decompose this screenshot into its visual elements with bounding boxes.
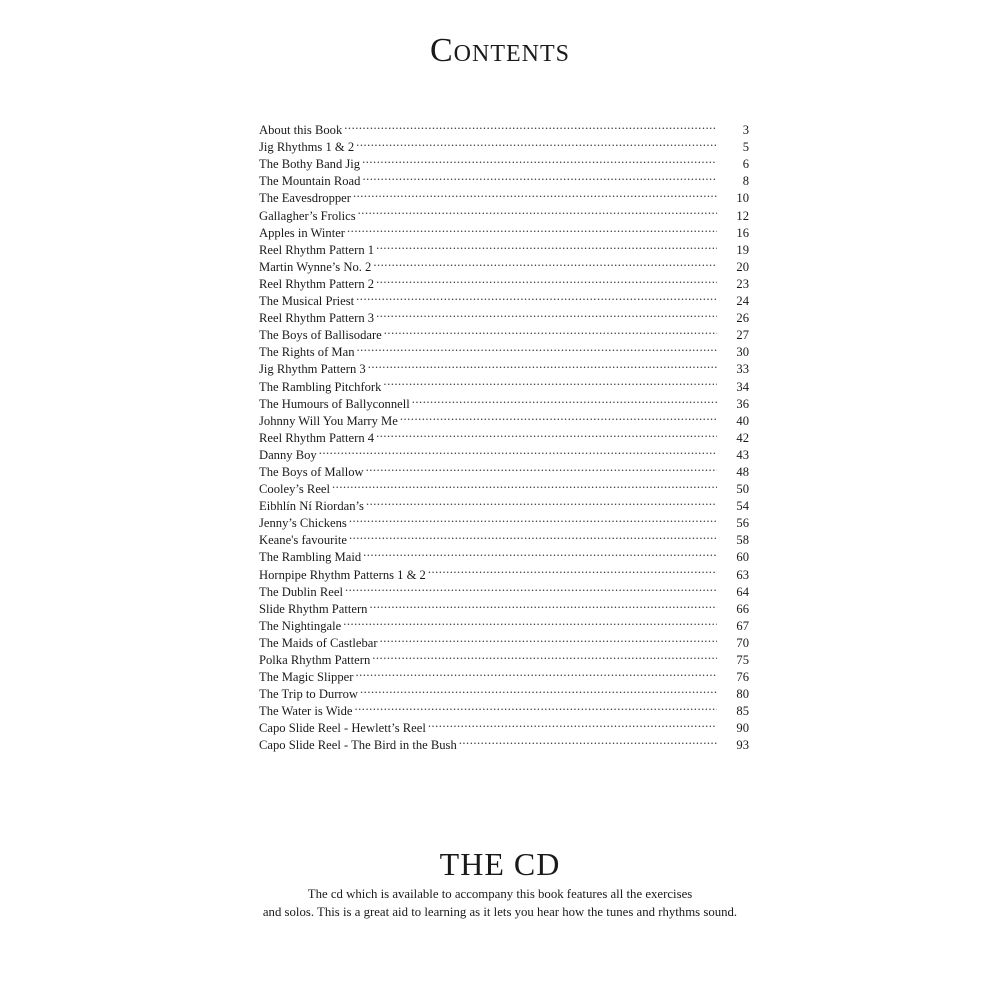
toc-entry-title: The Trip to Durrow [259, 687, 359, 702]
dot-leader [353, 185, 717, 202]
cd-description [0, 885, 1000, 921]
toc-entry-page: 20 [736, 259, 749, 274]
toc-entry-title: Cooley’s Reel [259, 482, 331, 497]
dot-leader [384, 322, 717, 339]
dot-leader [357, 339, 718, 356]
toc-entry-page: 66 [736, 601, 749, 616]
toc-entry-page: 40 [736, 413, 749, 428]
toc-entry-page: 58 [736, 533, 749, 548]
toc-entry-page: 16 [736, 225, 749, 240]
dot-leader [349, 527, 717, 544]
dot-leader [362, 168, 717, 185]
toc-entry-page: 42 [736, 430, 749, 445]
toc-entry-title: Gallagher’s Frolics [259, 208, 356, 223]
toc-entry-page: 75 [736, 653, 749, 667]
toc-entry-page: 8 [742, 174, 749, 189]
toc-entry-title: The Boys of Ballisodare [259, 328, 382, 343]
toc-entry-title: Reel Rhythm Pattern 1 [259, 242, 375, 257]
toc-entry-title: Reel Rhythm Pattern 2 [259, 276, 375, 291]
dot-leader [380, 630, 717, 647]
toc-entry-page: 67 [736, 618, 749, 633]
dot-leader [356, 288, 717, 305]
dot-leader [363, 544, 717, 561]
dot-leader [376, 271, 717, 288]
toc-entry-title: Reel Rhythm Pattern 3 [259, 311, 375, 326]
dot-leader [344, 117, 717, 134]
toc-entry-title: Slide Rhythm Pattern [259, 601, 368, 616]
toc-entry-title: The Magic Slipper [259, 670, 354, 685]
dot-leader [400, 408, 717, 425]
toc-entry-title: Jenny’s Chickens [259, 516, 347, 531]
toc-entry-title: Capo Slide Reel - The Bird in the Bush [259, 738, 457, 753]
dot-leader [358, 202, 717, 219]
dot-leader [366, 459, 717, 476]
dot-leader [345, 579, 717, 596]
dot-leader [412, 391, 717, 408]
toc-entry-title: Eibhlín Ní Riordan’s [259, 499, 364, 514]
toc-entry-page: 23 [736, 276, 749, 291]
toc-entry-title: The Rambling Pitchfork [259, 379, 382, 394]
toc-entry-title: Polka Rhythm Pattern [259, 653, 371, 667]
dot-leader [383, 373, 717, 390]
toc-entry [259, 442, 749, 462]
toc-entry-title: About this Book [259, 123, 343, 138]
toc-entry-page: 64 [736, 584, 749, 599]
toc-entry-page: 12 [736, 208, 749, 223]
toc-entry-title: Reel Rhythm Pattern 4 [259, 430, 375, 445]
toc-entry-page: 90 [736, 721, 749, 736]
dot-leader [373, 254, 717, 271]
toc-entry-title: The Eavesdropper [259, 191, 351, 206]
toc-entry-page: 10 [736, 191, 749, 206]
toc-entry-page: 56 [736, 516, 749, 531]
toc-entry-title: The Water is Wide [259, 704, 353, 719]
toc-entry-title: The Humours of Ballyconnell [259, 396, 410, 411]
dot-leader [347, 220, 717, 237]
toc-entry [259, 493, 749, 514]
toc-entry-page: 26 [736, 311, 749, 326]
toc-entry-title: The Musical Priest [259, 294, 355, 309]
toc-entry-page: 63 [736, 567, 749, 582]
toc-entry-page: 19 [736, 242, 749, 257]
contents-heading: Contents [429, 32, 570, 69]
table-of-contents [259, 117, 749, 753]
toc-entry-page: 93 [736, 738, 749, 753]
dot-leader [332, 476, 717, 493]
dot-leader [376, 237, 717, 254]
dot-leader [343, 613, 717, 630]
dot-leader [319, 442, 717, 459]
toc-entry-page: 5 [742, 140, 749, 155]
toc-entry-title: The Boys of Mallow [259, 464, 364, 479]
toc-entry-page: 27 [736, 328, 749, 343]
toc-entry-page: 24 [736, 294, 749, 309]
dot-leader [372, 647, 717, 664]
toc-entry-page: 33 [736, 362, 749, 377]
toc-entry-title: Martin Wynne’s No. 2 [259, 259, 372, 274]
toc-entry-page: 76 [736, 670, 749, 685]
toc-entry [259, 476, 749, 497]
toc-entry-title: Danny Boy [259, 447, 317, 462]
toc-entry-title: Jig Rhythm Pattern 3 [259, 362, 366, 377]
toc-entry-page: 43 [736, 447, 749, 462]
toc-entry-title: Capo Slide Reel - Hewlett’s Reel [259, 721, 426, 736]
toc-entry-page: 54 [736, 499, 749, 514]
dot-leader [355, 664, 717, 681]
dot-leader [360, 681, 717, 698]
toc-entry-title: Hornpipe Rhythm Patterns 1 & 2 [259, 567, 426, 582]
toc-entry-title: Johnny Will You Marry Me [259, 413, 398, 428]
cd-description-line-2: and solos. This is a great aid to learning as it lets you hear how the tunes and rhythms sound. [262, 905, 738, 919]
toc-entry-title: Apples in Winter [259, 225, 346, 240]
dot-leader [355, 698, 718, 715]
toc-entry-page: 85 [736, 704, 749, 719]
dot-leader [376, 305, 717, 322]
toc-entry-title: The Dublin Reel [259, 584, 343, 599]
toc-entry-page: 70 [736, 635, 749, 650]
dot-leader [428, 715, 717, 732]
toc-entry-page: 50 [736, 482, 749, 497]
toc-entry-page: 3 [742, 123, 749, 138]
dot-leader [368, 356, 717, 373]
dot-leader [349, 510, 717, 527]
cd-description-line-1: The cd which is available to accompany this book features all the exercises [307, 887, 693, 901]
dot-leader [428, 561, 717, 578]
toc-entry-title: The Mountain Road [259, 174, 361, 189]
dot-leader [362, 151, 717, 168]
toc-entry-title: Keane's favourite [259, 533, 347, 548]
dot-leader [369, 596, 717, 613]
toc-entry-page: 80 [736, 687, 749, 702]
toc-entry-title: Jig Rhythms 1 & 2 [259, 140, 355, 155]
dot-leader [459, 732, 717, 749]
cd-heading: THE CD [439, 846, 561, 882]
toc-entry-title: The Bothy Band Jig [259, 157, 361, 172]
toc-entry [259, 459, 749, 479]
dot-leader [366, 493, 717, 510]
toc-entry-title: The Nightingale [259, 618, 342, 633]
toc-entry-page: 36 [736, 396, 749, 411]
toc-entry [259, 117, 749, 138]
toc-entry-title: The Rights of Man [259, 345, 355, 360]
toc-entry-page: 48 [736, 464, 749, 479]
toc-entry-title: The Rambling Maid [259, 550, 362, 565]
toc-entry-title: The Maids of Castlebar [259, 635, 378, 650]
toc-entry-page: 30 [736, 345, 749, 360]
toc-entry-page: 6 [742, 157, 749, 172]
dot-leader [376, 425, 717, 442]
toc-entry-page: 34 [736, 379, 749, 394]
toc-entry-page: 60 [736, 550, 749, 565]
dot-leader [356, 134, 717, 151]
